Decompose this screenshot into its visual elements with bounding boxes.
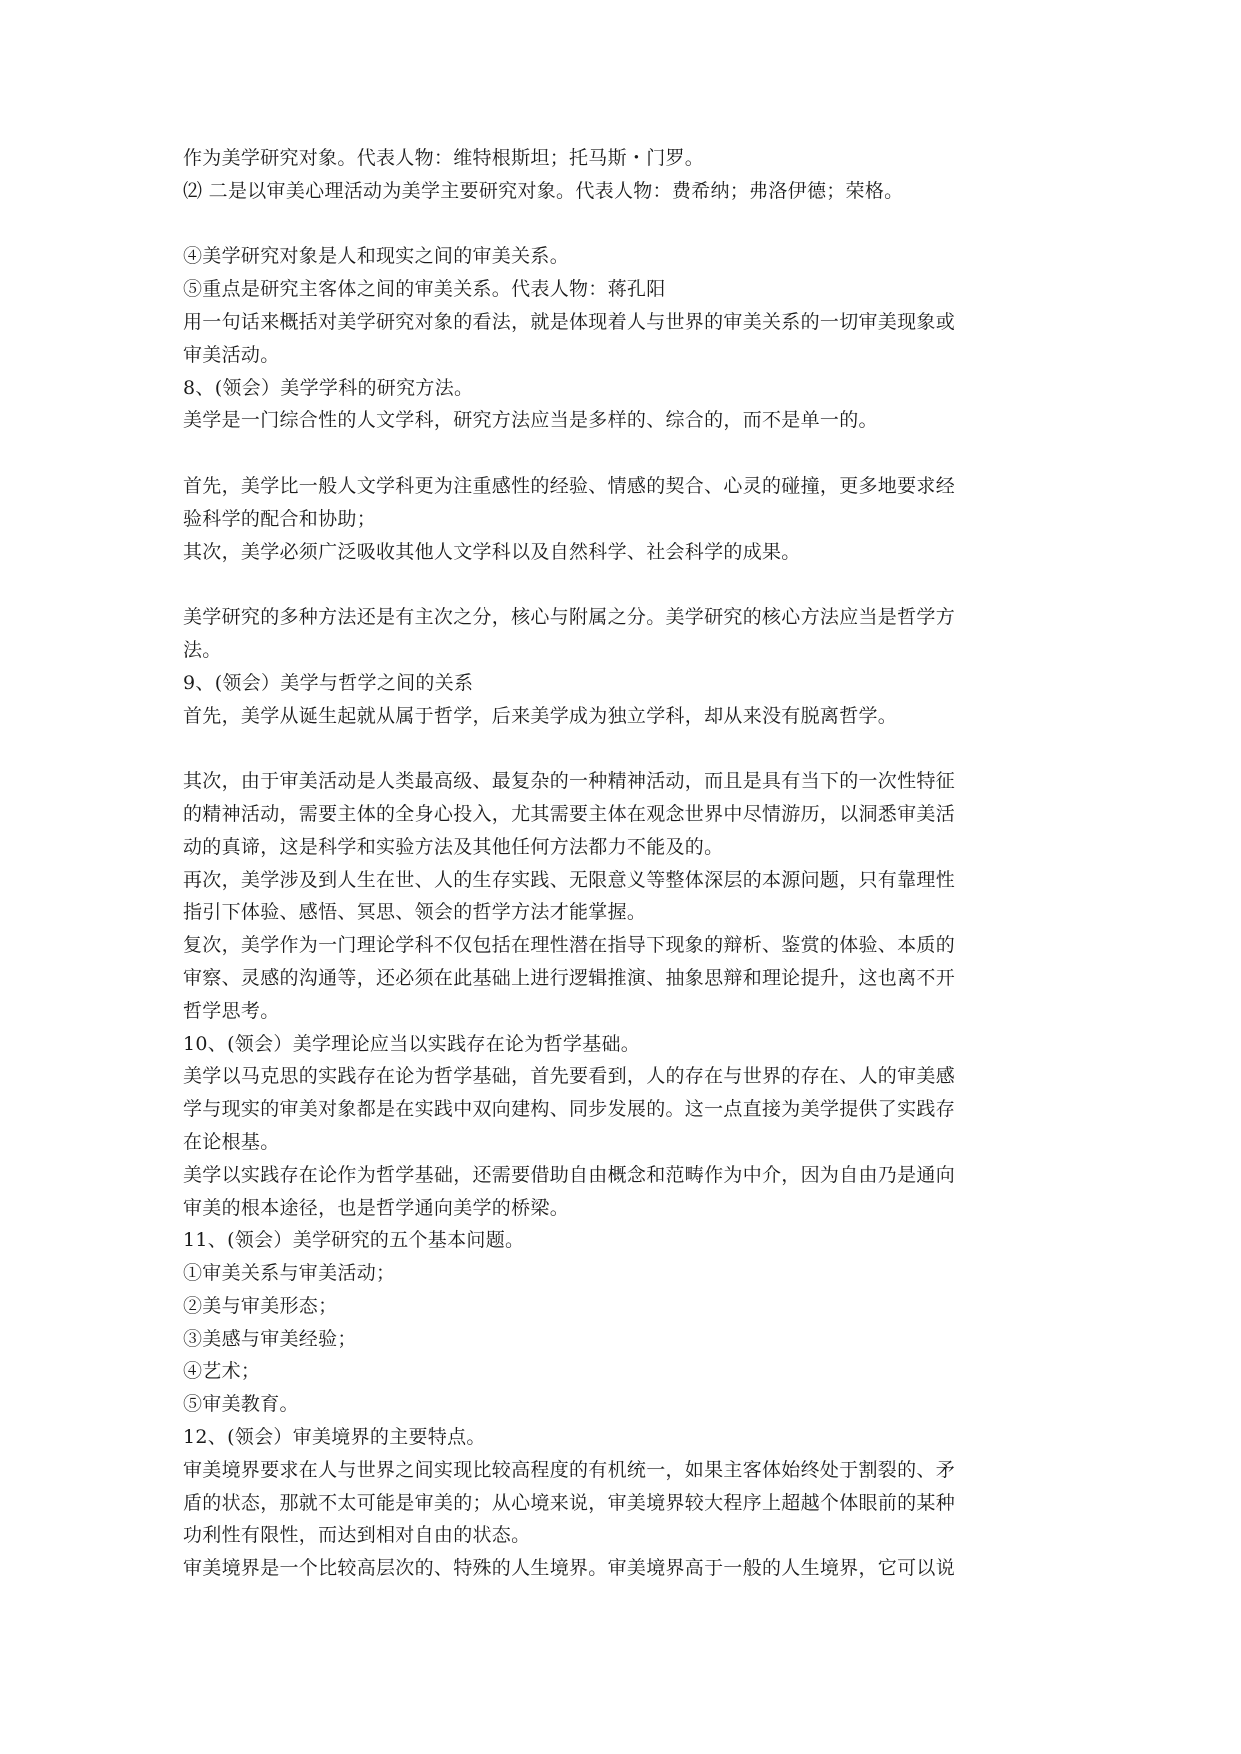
text-line: ①审美关系与审美活动； (183, 1262, 396, 1285)
text-line: ④美学研究对象是人和现实之间的审美关系。 (183, 245, 570, 268)
text-line: 复次，美学作为一门理论学科不仅包括在理性潜在指导下现象的辩析、鉴赏的体验、本质的 (183, 934, 956, 957)
blank-line (183, 568, 1063, 601)
text-line: 8、(领会）美学学科的研究方法。 (183, 376, 474, 399)
text-line: 其次，由于审美活动是人类最高级、最复杂的一种精神活动，而且是具有当下的一次性特征 (183, 770, 956, 793)
text-line: 再次，美学涉及到人生在世、人的生存实践、无限意义等整体深层的本源问题，只有靠理性 (183, 868, 956, 891)
text-line: 审美境界是一个比较高层次的、特殊的人生境界。审美境界高于一般的人生境界，它可以说 (183, 1557, 956, 1580)
text-line: 法。 (183, 638, 222, 661)
text-line: 在论根基。 (183, 1130, 280, 1153)
text-line: ②美与审美形态； (183, 1294, 338, 1317)
text-line: ③美感与审美经验； (183, 1327, 357, 1350)
text-line: 审察、灵感的沟通等，还必须在此基础上进行逻辑推演、抽象思辩和理论提升，这也离不开 (183, 966, 956, 989)
text-line: 用一句话来概括对美学研究对象的看法，就是体现着人与世界的审美关系的一切审美现象或 (183, 310, 956, 333)
text-line: 美学以马克思的实践存在论为哲学基础，首先要看到，人的存在与世界的存在、人的审美感 (183, 1065, 956, 1088)
text-line: ⑤重点是研究主客体之间的审美关系。代表人物：蒋孔阳 (183, 278, 666, 301)
text-line: 审美境界要求在人与世界之间实现比较高程度的有机统一，如果主客体始终处于割裂的、矛 (183, 1458, 956, 1481)
text-line: 盾的状态，那就不太可能是审美的；从心境来说，审美境界较大程序上超越个体眼前的某种 (183, 1491, 956, 1514)
text-line: 11、(领会）美学研究的五个基本问题。 (183, 1229, 525, 1252)
text-line: 美学以实践存在论作为哲学基础，还需要借助自由概念和范畴作为中介，因为自由乃是通向 (183, 1163, 956, 1186)
text-line: 首先，美学比一般人文学科更为注重感性的经验、情感的契合、心灵的碰撞，更多地要求经 (183, 474, 956, 497)
text-line: 哲学思考。 (183, 999, 280, 1022)
text-line: 审美活动。 (183, 343, 280, 366)
text-line: ⑤审美教育。 (183, 1393, 299, 1416)
text-line: 动的真谛，这是科学和实验方法及其他任何方法都力不能及的。 (183, 835, 724, 858)
text-line: 10、(领会）美学理论应当以实践存在论为哲学基础。 (183, 1032, 641, 1055)
text-line: 学与现实的审美对象都是在实践中双向建构、同步发展的。这一点直接为美学提供了实践存 (183, 1098, 956, 1121)
text-line: 9、(领会）美学与哲学之间的关系 (183, 671, 474, 694)
document-body (183, 142, 1063, 1585)
blank-line (183, 437, 1063, 470)
text-line: 12、(领会）审美境界的主要特点。 (183, 1426, 486, 1449)
text-line: 的精神活动，需要主体的全身心投入，尤其需要主体在观念世界中尽情游历，以洞悉审美活 (183, 802, 956, 825)
text-line: 首先，美学从诞生起就从属于哲学，后来美学成为独立学科，却从来没有脱离哲学。 (183, 704, 898, 727)
text-line: 美学研究的多种方法还是有主次之分，核心与附属之分。美学研究的核心方法应当是哲学方 (183, 606, 956, 629)
blank-line (183, 208, 1063, 241)
text-line: 验科学的配合和协助； (183, 507, 377, 530)
text-line: ④艺术； (183, 1360, 261, 1383)
text-line: 美学是一门综合性的人文学科，研究方法应当是多样的、综合的，而不是单一的。 (183, 409, 878, 432)
blank-line (183, 732, 1063, 765)
text-line: 指引下体验、感悟、冥思、领会的哲学方法才能掌握。 (183, 901, 647, 924)
text-line: ⑵ 二是以审美心理活动为美学主要研究对象。代表人物：费希纳；弗洛伊德；荣格。 (183, 179, 904, 202)
text-line: 作为美学研究对象。代表人物：维特根斯坦；托马斯・门罗。 (183, 147, 705, 169)
text-line: 其次，美学必须广泛吸收其他人文学科以及自然科学、社会科学的成果。 (183, 540, 801, 563)
text-line: 功利性有限性，而达到相对自由的状态。 (183, 1524, 531, 1547)
text-line: 审美的根本途径，也是哲学通向美学的桥梁。 (183, 1196, 570, 1219)
